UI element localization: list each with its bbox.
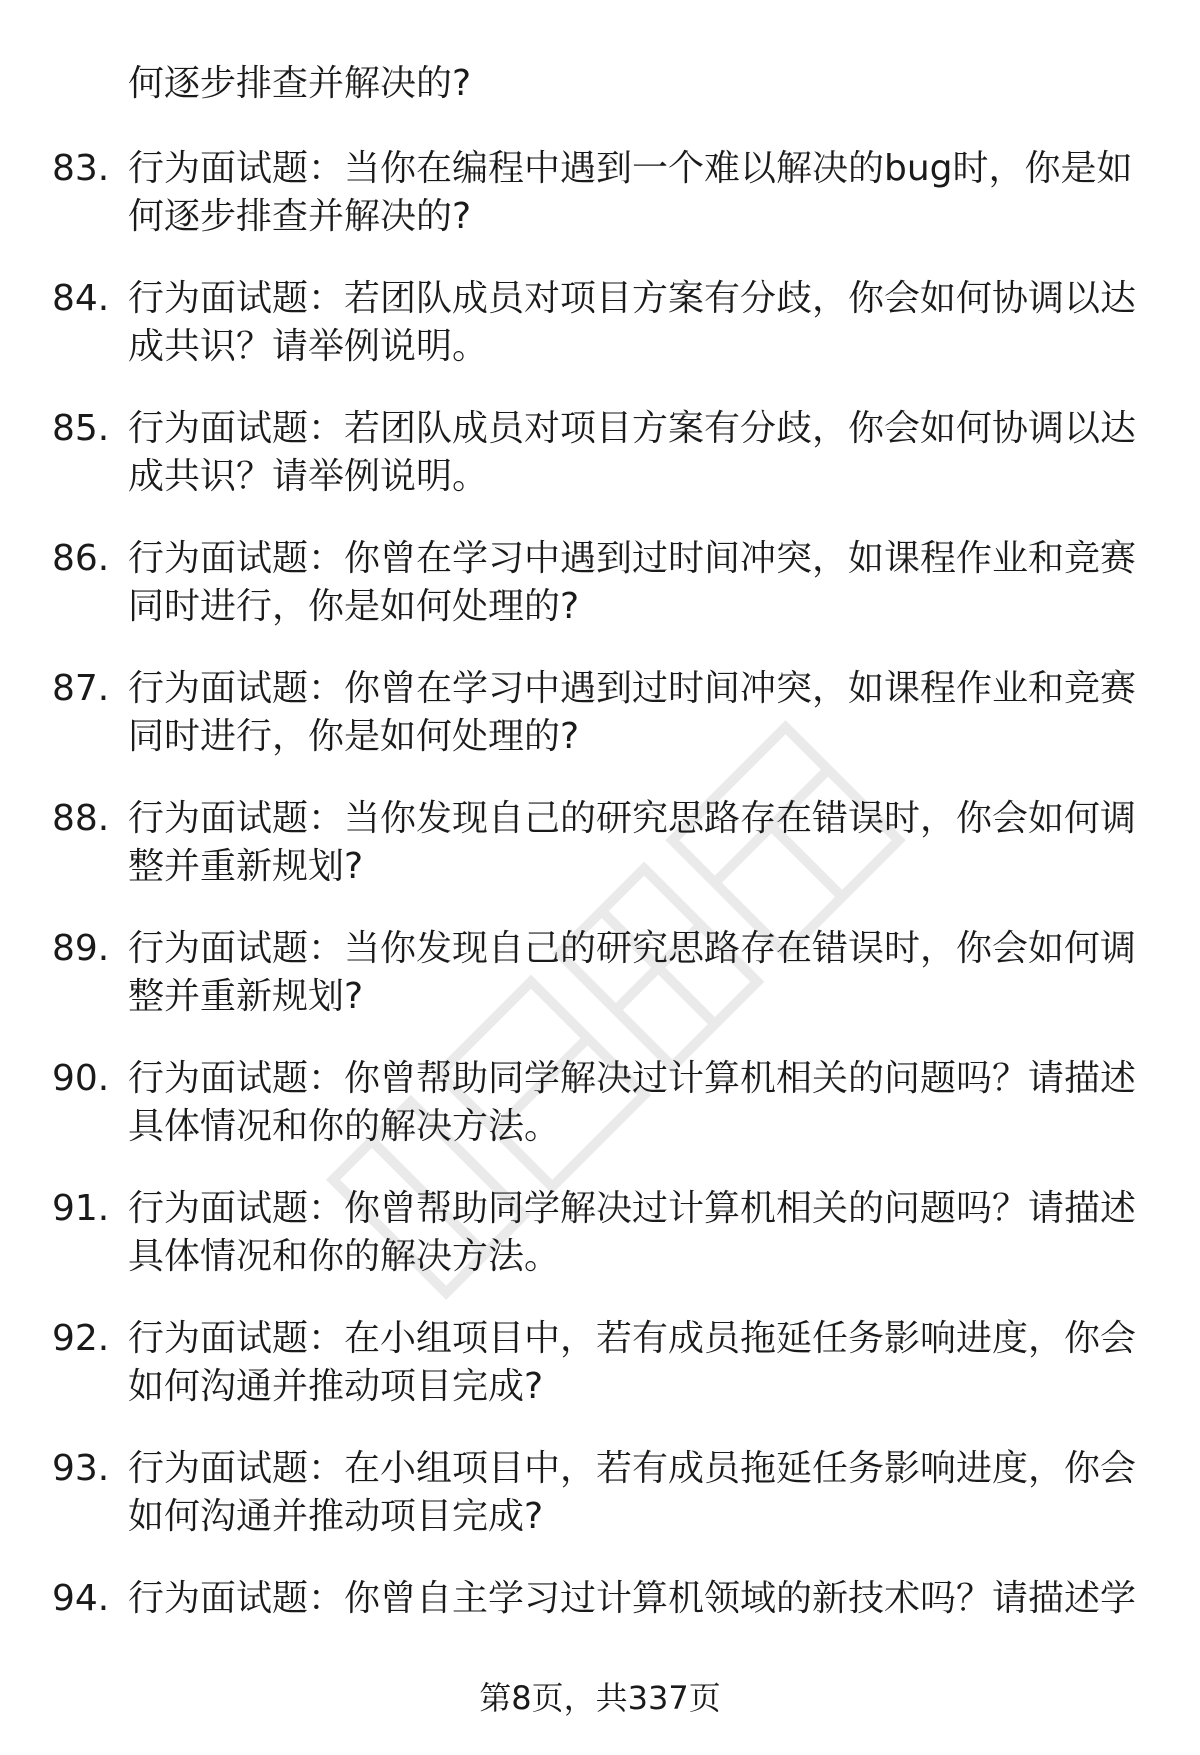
page-footer: 第8页，共337页 (479, 1679, 721, 1717)
question-list (0, 145, 1200, 1705)
question-number: 91. (52, 1188, 110, 1229)
question-text: 行为面试题：你曾帮助同学解决过计算机相关的问题吗？请描述具体情况和你的解决方法。 (128, 1058, 1137, 1147)
question-number: 85. (52, 408, 110, 449)
question-item (0, 405, 1200, 501)
question-item (0, 665, 1200, 761)
question-item (0, 925, 1200, 1021)
question-number: 88. (52, 798, 110, 839)
question-number: 83. (52, 148, 110, 189)
question-number: 93. (52, 1448, 110, 1489)
question-text: 行为面试题：你曾在学习中遇到过时间冲突，如课程作业和竞赛同时进行，你是如何处理的? (128, 538, 1137, 627)
question-item (0, 795, 1200, 891)
question-text: 行为面试题：当你发现自己的研究思路存在错误时，你会如何调整并重新规划? (128, 928, 1137, 1017)
question-text: 行为面试题：当你发现自己的研究思路存在错误时，你会如何调整并重新规划? (128, 798, 1137, 887)
question-text: 行为面试题：你曾在学习中遇到过时间冲突，如课程作业和竞赛同时进行，你是如何处理的? (128, 668, 1137, 757)
question-text: 行为面试题：在小组项目中，若有成员拖延任务影响进度，你会如何沟通并推动项目完成? (128, 1448, 1137, 1537)
question-text: 行为面试题：当你在编程中遇到一个难以解决的bug时，你是如何逐步排查并解决的? (128, 148, 1133, 237)
question-number: 92. (52, 1318, 110, 1359)
continuation-text: 何逐步排查并解决的? (128, 63, 472, 104)
question-text: 行为面试题：你曾帮助同学解决过计算机相关的问题吗？请描述具体情况和你的解决方法。 (128, 1188, 1137, 1277)
question-item (0, 535, 1200, 631)
question-item (0, 145, 1200, 241)
question-number: 84. (52, 278, 110, 319)
question-item (0, 1445, 1200, 1541)
question-item (0, 1315, 1200, 1411)
question-text: 行为面试题：若团队成员对项目方案有分歧，你会如何协调以达成共识？请举例说明。 (128, 408, 1137, 497)
question-number: 86. (52, 538, 110, 579)
question-number: 87. (52, 668, 110, 709)
question-item (0, 1185, 1200, 1281)
question-number: 94. (52, 1578, 110, 1619)
question-text: 行为面试题：你曾自主学习过计算机领域的新技术吗？请描述学 (128, 1578, 1137, 1619)
question-number: 89. (52, 928, 110, 969)
question-item (0, 1055, 1200, 1151)
question-item (0, 1575, 1200, 1671)
question-text: 行为面试题：在小组项目中，若有成员拖延任务影响进度，你会如何沟通并推动项目完成? (128, 1318, 1137, 1407)
question-item (0, 275, 1200, 371)
question-number: 90. (52, 1058, 110, 1099)
question-text: 行为面试题：若团队成员对项目方案有分歧，你会如何协调以达成共识？请举例说明。 (128, 278, 1137, 367)
